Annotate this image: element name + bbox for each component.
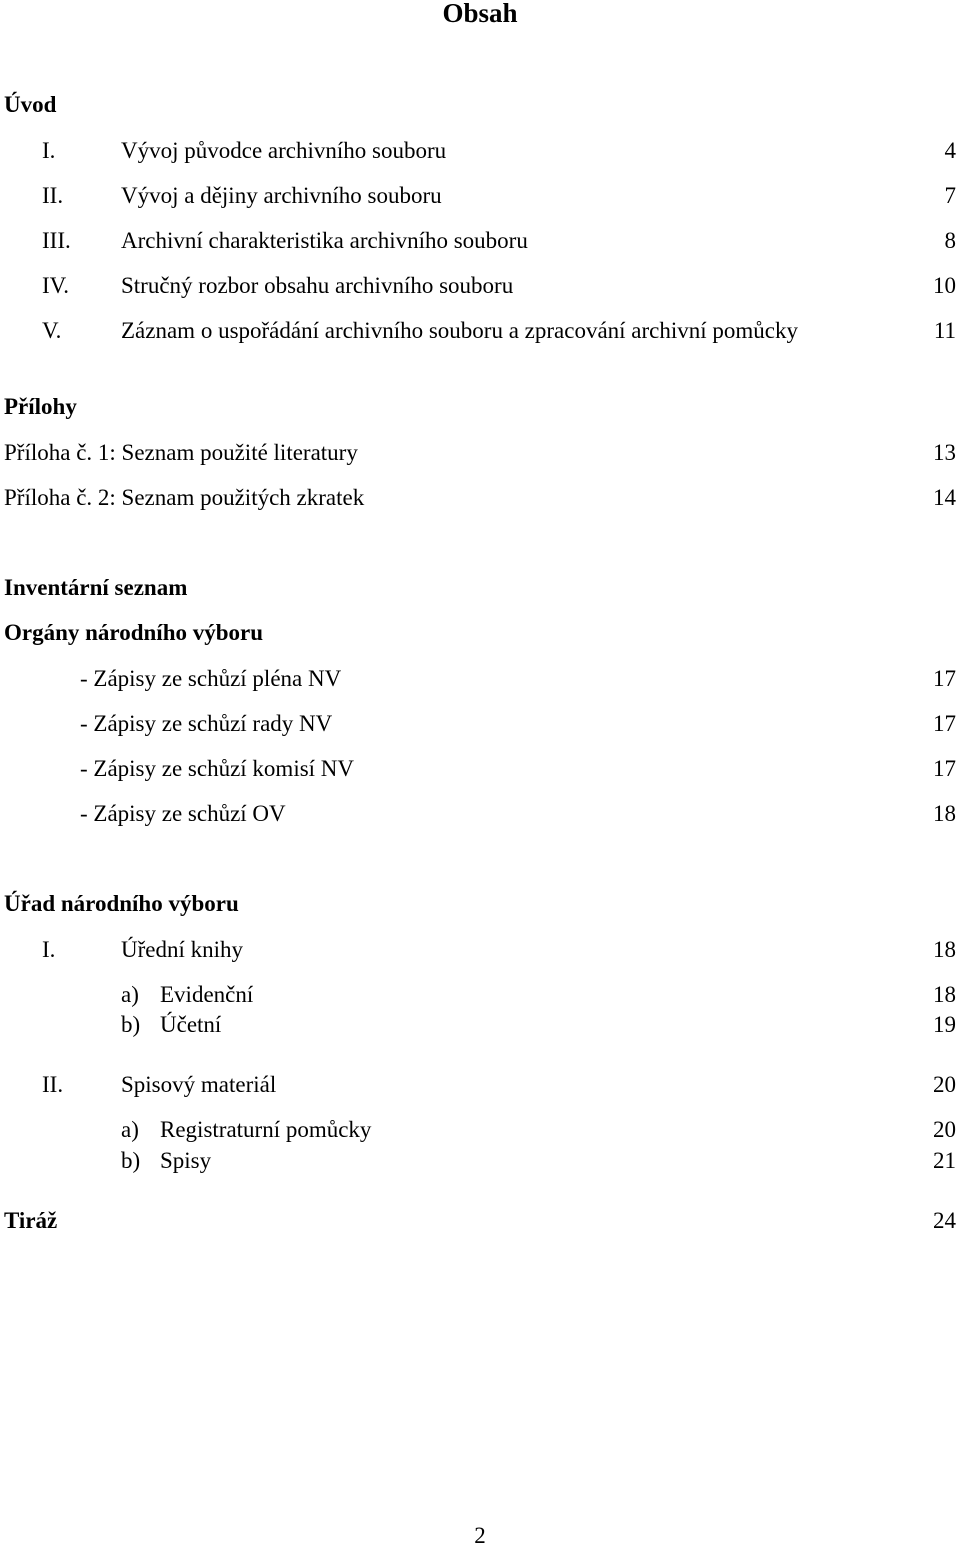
toc-item-title: Archivní charakteristika archivního souboru: [121, 228, 528, 253]
section-heading-prilohy: Přílohy: [4, 394, 77, 419]
subsection-heading-organy: Orgány národního výboru: [4, 620, 264, 645]
toc-item-title: Záznam o uspořádání archivního souboru a zpracování archivní pomůcky: [121, 318, 798, 343]
appendix-item-title: Příloha č. 2: Seznam použitých zkratek: [4, 485, 365, 510]
toc-item-number: III.: [42, 228, 71, 253]
page-title: Obsah: [442, 0, 518, 28]
inventory-item-title: - Zápisy ze schůzí OV: [80, 801, 286, 826]
sub-item-title: Spisy: [160, 1148, 212, 1173]
sub-item-letter: b): [121, 1012, 141, 1037]
appendix-item-page: 13: [933, 440, 956, 465]
section-heading-inventarni: Inventární seznam: [4, 575, 188, 600]
toc-item-page: 20: [933, 1072, 956, 1097]
sub-item-title: Registraturní pomůcky: [160, 1117, 372, 1142]
inventory-item-title: - Zápisy ze schůzí rady NV: [80, 711, 333, 736]
sub-item-letter: a): [121, 982, 139, 1007]
toc-item-title: Spisový materiál: [121, 1072, 277, 1097]
inventory-item-page: 17: [933, 756, 956, 781]
sub-item-title: Účetní: [160, 1012, 222, 1037]
sub-item-page: 18: [933, 982, 956, 1007]
toc-item-title: Stručný rozbor obsahu archivního souboru: [121, 273, 514, 298]
inventory-item-page: 18: [933, 801, 956, 826]
toc-item-number: IV.: [42, 273, 70, 298]
sub-item-page: 20: [933, 1117, 956, 1142]
toc-item-page: 8: [944, 228, 956, 253]
sub-item-letter: a): [121, 1117, 139, 1142]
toc-item-number: I.: [42, 937, 56, 962]
toc-item-page: 7: [944, 183, 956, 208]
toc-item-title: Vývoj původce archivního souboru: [121, 138, 447, 163]
inventory-item-title: - Zápisy ze schůzí pléna NV: [80, 666, 342, 691]
sub-item-letter: b): [121, 1148, 141, 1173]
toc-item-page: 10: [933, 273, 956, 298]
toc-item-number: II.: [42, 183, 64, 208]
appendix-item-title: Příloha č. 1: Seznam použité literatury: [4, 440, 358, 465]
toc-item-page: 11: [933, 318, 956, 343]
toc-item-title: Vývoj a dějiny archivního souboru: [121, 183, 442, 208]
toc-item-title: Úřední knihy: [121, 937, 244, 962]
toc-item-number: II.: [42, 1072, 64, 1097]
section-heading-tiraz: Tiráž: [4, 1208, 58, 1233]
sub-item-page: 21: [933, 1148, 956, 1173]
inventory-item-title: - Zápisy ze schůzí komisí NV: [80, 756, 355, 781]
inventory-item-page: 17: [933, 666, 956, 691]
appendix-item-page: 14: [933, 485, 956, 510]
inventory-item-page: 17: [933, 711, 956, 736]
sub-item-title: Evidenční: [160, 982, 254, 1007]
section-heading-urad: Úřad národního výboru: [4, 891, 239, 916]
page-number: 2: [474, 1523, 486, 1548]
toc-item-number: V.: [42, 318, 62, 343]
sub-item-page: 19: [933, 1012, 956, 1037]
toc-item-number: I.: [42, 138, 56, 163]
section-heading-uvod: Úvod: [4, 92, 57, 117]
toc-item-page: 18: [933, 937, 956, 962]
toc-item-page: 4: [944, 138, 956, 163]
tiraz-page: 24: [933, 1208, 956, 1233]
